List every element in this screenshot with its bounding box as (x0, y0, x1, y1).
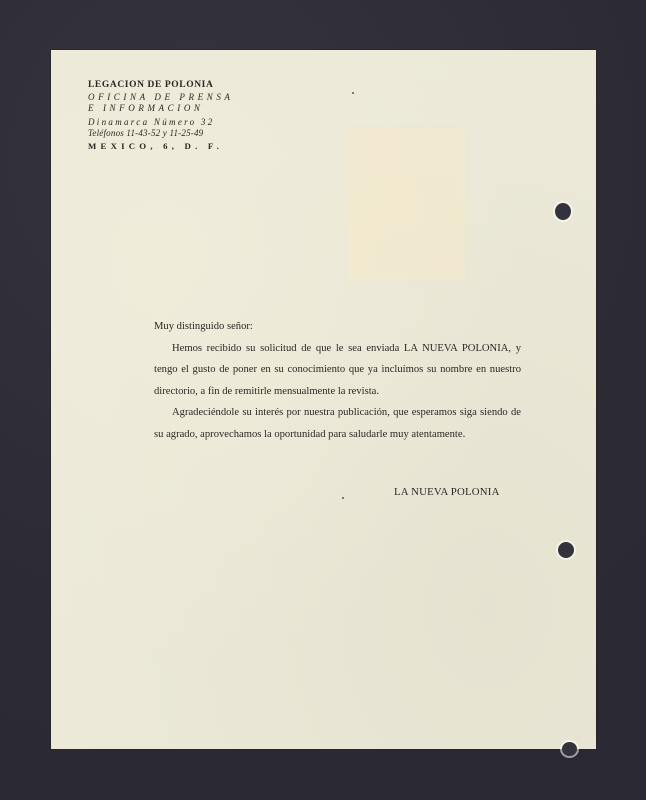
salutation: Muy distinguido señor: (154, 321, 253, 332)
letterhead-address: Dinamarca Número 32 (88, 116, 215, 127)
letterhead (88, 80, 234, 152)
punch-hole-bottom (562, 742, 577, 756)
letterhead-org: LEGACION DE POLONIA (88, 80, 214, 90)
paragraph-1: Hemos recibido su solicitud de que le sea enviada LA NUEVA POLONIA, y tengo el gusto de poner en su conocimiento que ya incluímos su nombre en nuestro directorio, a fin de remitirle mensualmente la revista. (154, 342, 521, 397)
paper-stain (348, 128, 465, 280)
punch-hole-top (555, 203, 571, 220)
punch-hole-middle (558, 542, 574, 558)
paper-speck (342, 497, 344, 499)
letter-paper (51, 50, 596, 749)
letterhead-office: OFICINA DE PRENSA (88, 91, 234, 102)
letterhead-city: MEXICO, 6, D. F. (88, 140, 224, 151)
letterhead-phones: Teléfonos 11-43-52 y 11-25-49 (88, 128, 204, 138)
paragraph-2: Agradeciéndole su interés por nuestra publicación, que esperamos siga siendo de su agrado, aprovechamos la oportunidad para saludarle muy atentamente. (154, 407, 521, 440)
letter-body (154, 316, 521, 445)
paper-speck (352, 92, 354, 94)
letterhead-office-2: E INFORMACION (88, 103, 204, 113)
signature: LA NUEVA POLONIA (394, 486, 500, 498)
